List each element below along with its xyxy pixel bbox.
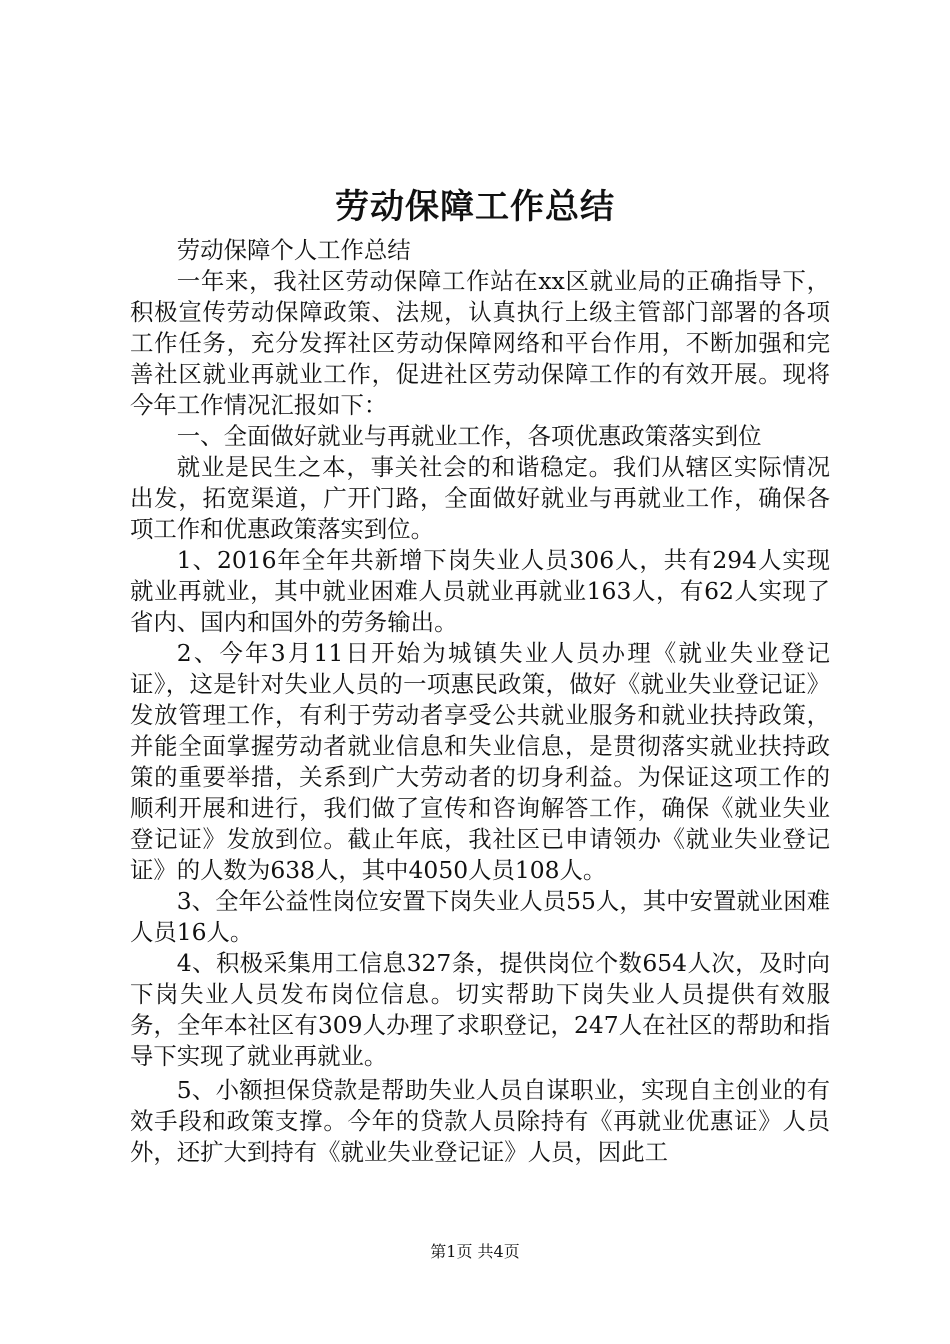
paragraph-item-1: 1、2016年全年共新增下岗失业人员306人，共有294人实现就业再就业，其中就业困难人员就业再就业163人，有62人实现了省内、国内和国外的劳务输出。 [130,546,830,636]
page-number-footer: 第1页 共4页 [430,1242,520,1261]
paragraph-section-summary: 就业是民生之本，事关社会的和谐稳定。我们从辖区实际情况出发，拓宽渠道，广开门路，全面做好就业与再就业工作，确保各项工作和优惠政策落实到位。 [130,453,830,543]
paragraph-item-5: 5、小额担保贷款是帮助失业人员自谋职业，实现自主创业的有效手段和政策支撑。今年的贷款人员除持有《再就业优惠证》人员外，还扩大到持有《就业失业登记证》人员，因此工 [130,1076,830,1166]
paragraph-section-heading: 一、全面做好就业与再就业工作，各项优惠政策落实到位 [176,422,762,450]
paragraph-item-4: 4、积极采集用工信息327条，提供岗位个数654人次，及时向下岗失业人员发布岗位信息。切实帮助下岗失业人员提供有效服务，全年本社区有309人办理了求职登记，247人在社区的帮助和指导下实现了就业再就业。 [130,949,830,1070]
document-title: 劳动保障工作总结 [335,187,615,227]
paragraph-intro: 一年来，我社区劳动保障工作站在xx区就业局的正确指导下，积极宣传劳动保障政策、法规，认真执行上级主管部门部署的各项工作任务，充分发挥社区劳动保障网络和平台作用，不断加强和完善社区就业再就业工作，促进社区劳动保障工作的有效开展。现将今年工作情况汇报如下： [130,267,830,419]
document-body [130,235,830,1168]
paragraph-subtitle: 劳动保障个人工作总结 [176,236,411,264]
paragraph-item-3: 3、全年公益性岗位安置下岗失业人员55人，其中安置就业困难人员16人。 [130,887,830,946]
paragraph-item-2: 2、今年3月11日开始为城镇失业人员办理《就业失业登记证》，这是针对失业人员的一项惠民政策，做好《就业失业登记证》发放管理工作，有利于劳动者享受公共就业服务和就业扶持政策，并能全面掌握劳动者就业信息和失业信息，是贯彻落实就业扶持政策的重要举措，关系到广大劳动者的切身利益。为保证这项工作的顺利开展和进行，我们做了宣传和咨询解答工作，确保《就业失业登记证》发放到位。截止年底，我社区已申请领办《就业失业登记证》的人数为638人，其中4050人员108人。 [130,639,830,884]
